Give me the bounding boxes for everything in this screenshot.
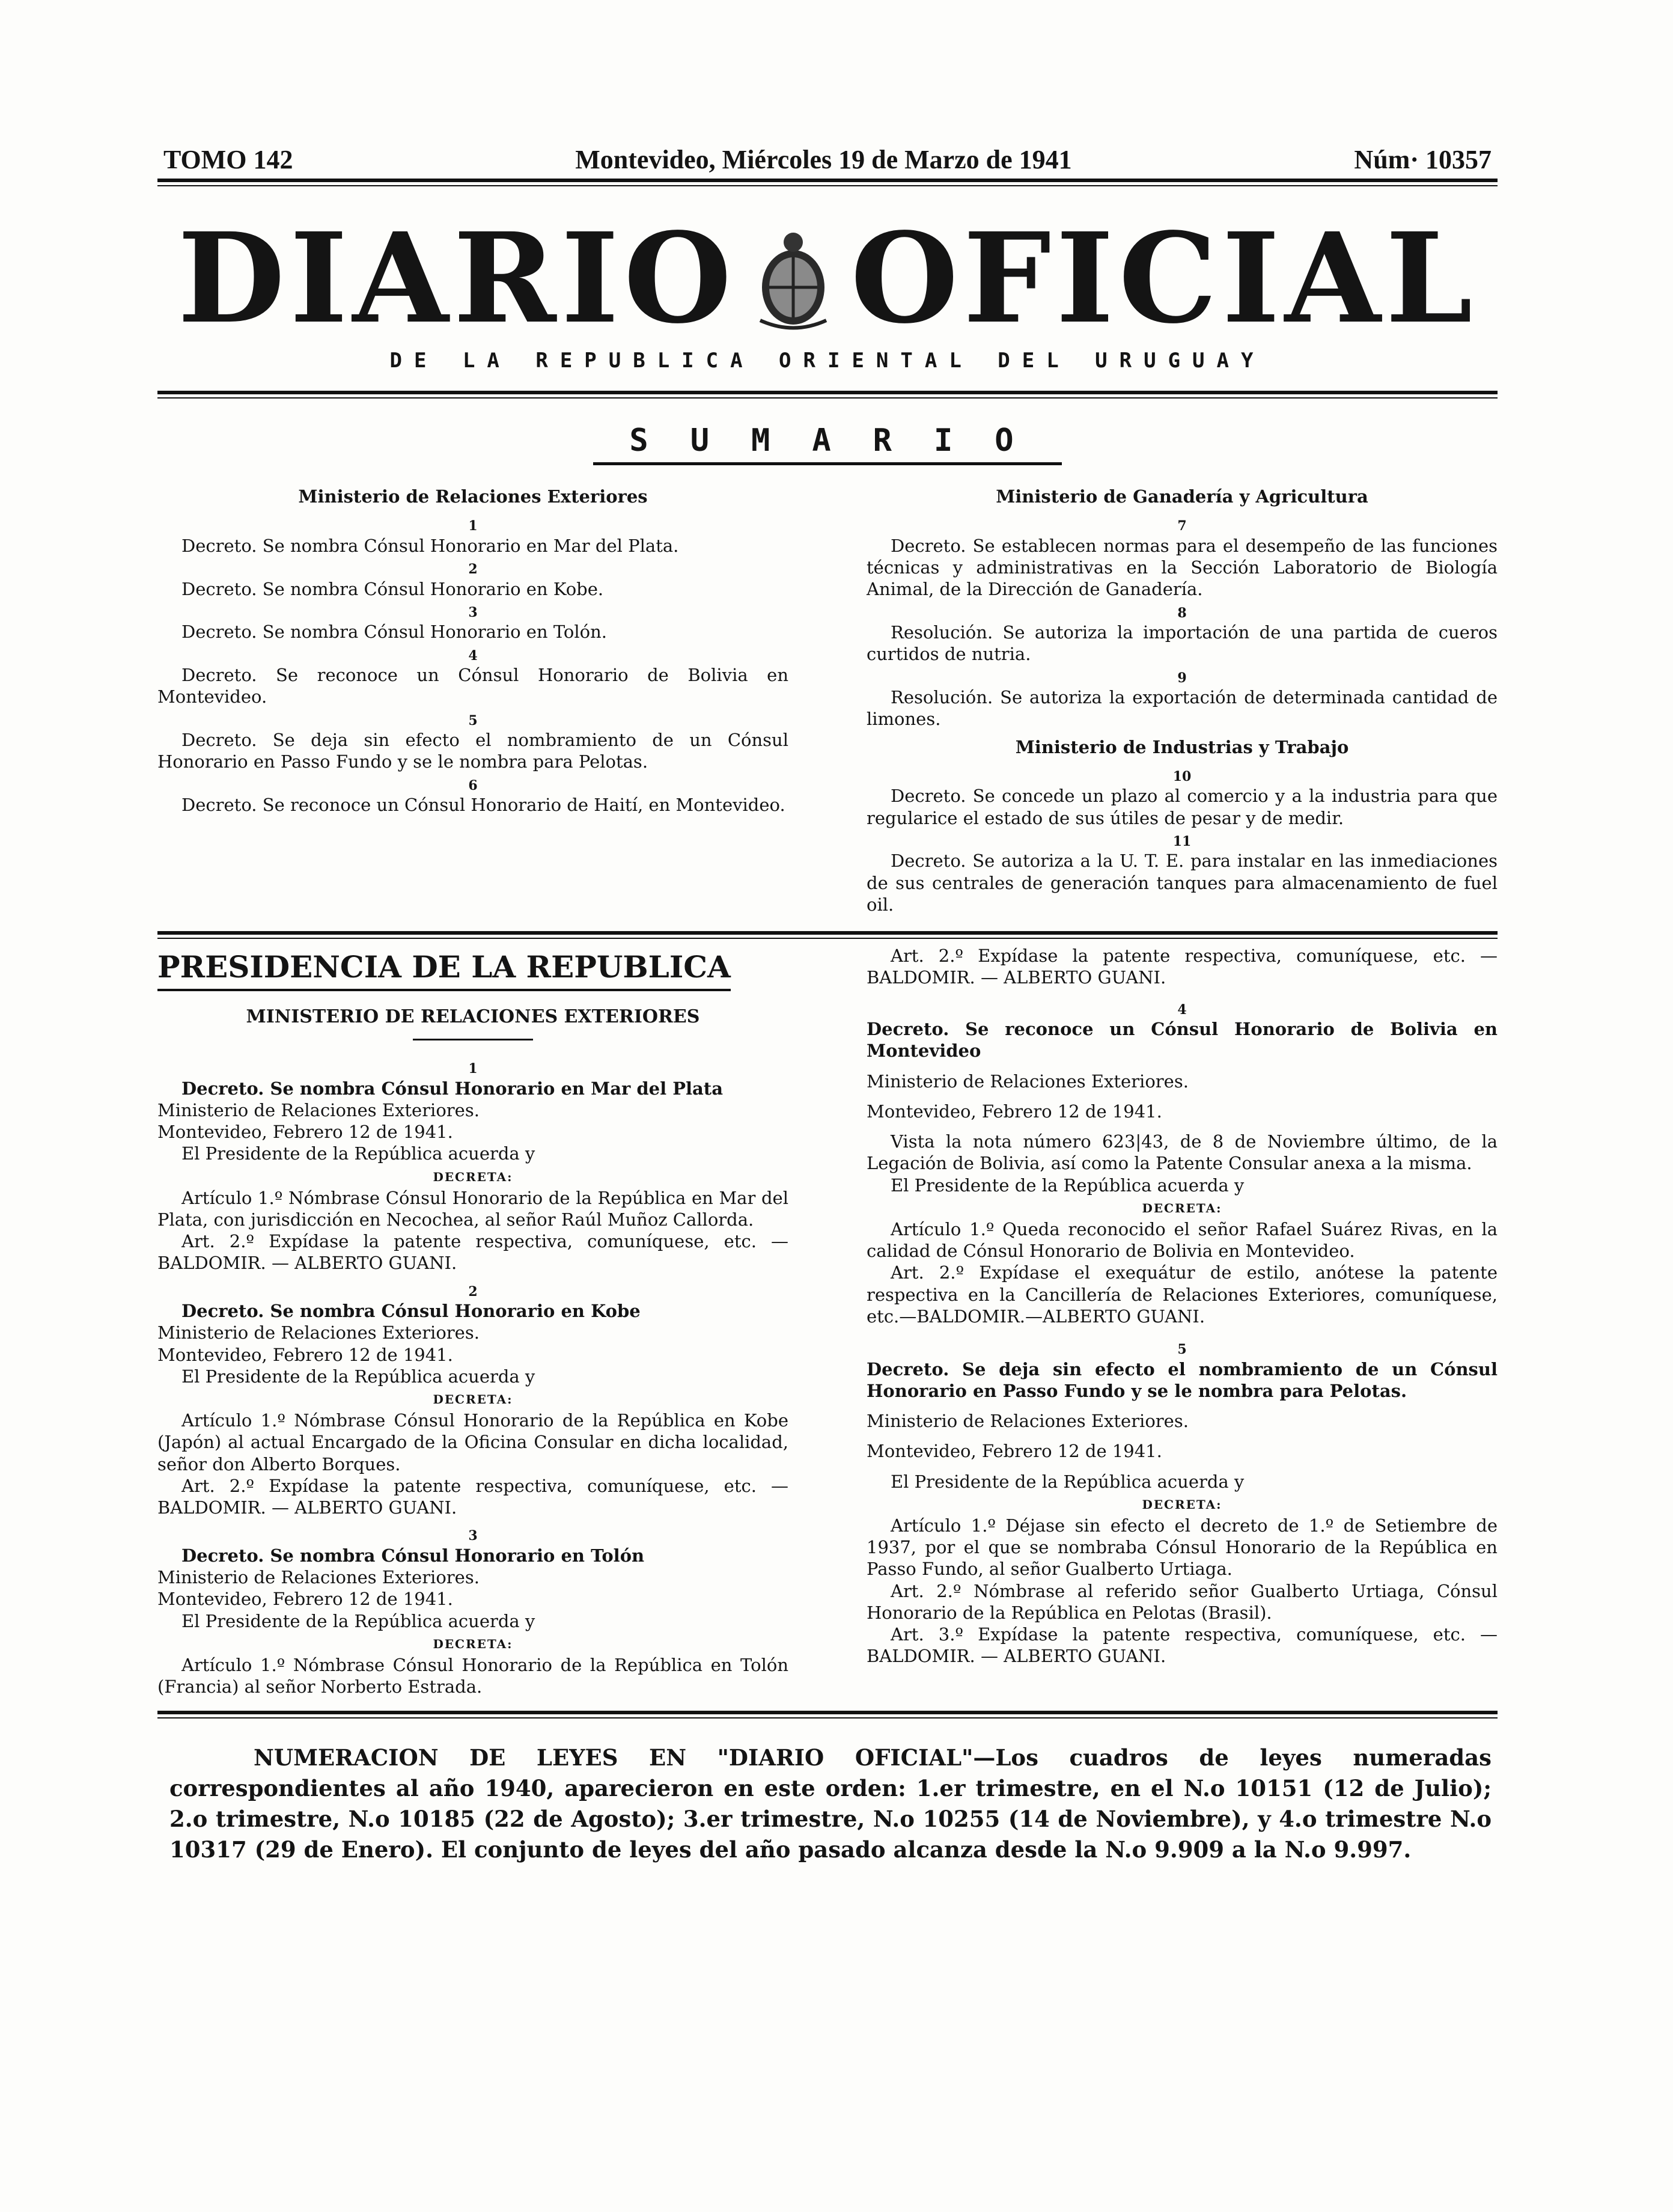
item-number: 2 [468,561,478,577]
decree-article: Artículo 1.º Nómbrase Cónsul Honorario de la República en Kobe (Japón) al actual Encargado de la Oficina Consular en dicha localidad, señor don Alberto Borques. [157,1410,788,1474]
coat-of-arms-icon [748,227,838,329]
decree-ministry: Ministerio de Relaciones Exteriores. [867,1071,1189,1092]
masthead [157,206,1498,373]
decree-title: Decreto. Se reconoce un Cónsul Honorario de Bolivia en Montevideo [867,1019,1498,1062]
decree-number: 2 [468,1283,478,1300]
sumario-right-column [867,480,1498,915]
item-number: 10 [1172,768,1192,784]
decree-preamble: El Presidente de la República acuerda y [891,1175,1245,1196]
decree-article: Art. 2.º Expídase la patente respectiva, comuníquese, etc. — BALDOMIR. — ALBERTO GUANI. [867,946,1498,988]
decree-date: Montevideo, Febrero 12 de 1941. [157,1122,453,1142]
decree-date: Montevideo, Febrero 12 de 1941. [157,1344,453,1365]
sumario-item: Decreto. Se deja sin efecto el nombramiento de un Cónsul Honorario en Passo Fundo y se le nombra para Pelotas. [157,730,788,772]
sumario-item: Decreto. Se establecen normas para el desempeño de las funciones técnicas y administrativas en la Sección Laboratorio de Biología Animal, de la Dirección de Ganadería. [867,535,1498,600]
sumario-columns [157,480,1498,915]
sumario-ministry: Ministerio de Industrias y Trabajo [1015,736,1349,757]
decree-article: Art. 2.º Expídase la patente respectiva, comuníquese, etc. — BALDOMIR. — ALBERTO GUANI. [157,1231,788,1274]
section-rule-thin [157,938,1498,939]
decree-vista: Vista la nota número 623|43, de 8 de Noviembre último, de la Legación de Bolivia, así como la Patente Consular anexa a la misma. [867,1131,1498,1174]
decree-article: Artículo 1.º Nómbrase Cónsul Honorario de la República en Mar del Plata, con jurisdicción en Necochea, al señor Raúl Muñoz Callorda. [157,1187,788,1230]
item-number: 7 [1177,518,1187,534]
item-number: 6 [468,777,478,793]
sumario-left-column [157,480,788,915]
header-line [157,144,1498,175]
sumario-ministry: Ministerio de Ganadería y Agricultura [996,486,1368,507]
decree-preamble: El Presidente de la República acuerda y [181,1366,535,1387]
decree-article: Artículo 1.º Nómbrase Cónsul Honorario de la República en Tolón (Francia) al señor Norberto Estrada. [157,1654,788,1697]
sumario-item: Decreto. Se autoriza a la U. T. E. para instalar en las inmediaciones de sus centrales de generación tanques para almacenamiento de fuel oil. [867,851,1498,915]
leyes-notice-text: NUMERACION DE LEYES EN "DIARIO OFICIAL"—Los cuadros de leyes numeradas correspondientes al año 1940, aparecieron en este orden: 1.er trimestre, en el N.o 10151 (12 de Julio); 2.o trimestre, N.o 10185 (22 de Agosto); 3.er trimestre, N.o 10255 (14 de Noviembre), y 4.o trimestre N.o 10317 (29 de Enero). El conjunto de leyes del año pasado alcanza desde la N.o 9.909 a la N.o 9.997. [169,1744,1492,1863]
decree-title: Decreto. Se nombra Cónsul Honorario en Mar del Plata [181,1078,723,1099]
item-number: 4 [468,647,478,664]
decreta-label: DECRETA: [1142,1497,1222,1512]
masthead-rule [157,391,1498,394]
decree-ministry: Ministerio de Relaciones Exteriores. [157,1099,480,1120]
decree-article: Artículo 1.º Queda reconocido el señor Rafael Suárez Rivas, en la calidad de Cónsul Honorario de Bolivia en Montevideo. [867,1218,1498,1261]
decreta-label: DECRETA: [1142,1200,1222,1215]
ministry-heading: MINISTERIO DE RELACIONES EXTERIORES [246,1006,700,1027]
item-number: 1 [468,518,478,534]
sumario-item: Decreto. Se nombra Cónsul Honorario en Kobe. [181,578,604,599]
decreta-label: DECRETA: [433,1636,513,1651]
newspaper-page [157,144,1498,1865]
sumario-item: Decreto. Se nombra Cónsul Honorario en Tolón. [181,622,608,643]
decree-article: Artículo 1.º Déjase sin efecto el decreto de 1.º de Setiembre de 1937, por el que se nombraba Cónsul Honorario de la República en Passo Fundo, al señor Gualberto Urtiaga. [867,1515,1498,1580]
presidencia-heading: PRESIDENCIA DE LA REPUBLICA [157,949,731,991]
divider [413,1039,533,1040]
leyes-notice [157,1743,1498,1865]
sumario-item: Decreto. Se reconoce un Cónsul Honorario de Haití, en Montevideo. [181,795,785,815]
issue-number: Núm· 10357 [1354,145,1492,174]
decreta-label: DECRETA: [433,1392,513,1407]
decree-preamble: El Presidente de la República acuerda y [181,1610,535,1631]
body-columns [157,945,1498,1697]
decree-preamble: El Presidente de la República acuerda y [891,1471,1245,1492]
decree-number: 4 [1177,1001,1187,1018]
sumario-item: Decreto. Se nombra Cónsul Honorario en Mar del Plata. [181,535,679,556]
tomo-label: TOMO 142 [163,145,293,174]
masthead-title [157,206,1498,351]
masthead-rule-thin [157,397,1498,399]
sumario-item: Resolución. Se autoriza la importación de una partida de cueros curtidos de nutria. [867,622,1498,665]
item-number: 11 [1172,833,1192,849]
decree-date: Montevideo, Febrero 12 de 1941. [867,1101,1162,1122]
decree-preamble: El Presidente de la República acuerda y [181,1143,535,1164]
decree-title: Decreto. Se nombra Cónsul Honorario en Tolón [181,1545,645,1566]
decree-article: Art. 2.º Expídase la patente respectiva, comuníquese, etc. — BALDOMIR. — ALBERTO GUANI. [157,1475,788,1518]
item-number: 9 [1177,670,1187,686]
footer-rule-thin [157,1717,1498,1719]
item-number: 5 [468,712,478,729]
sumario-item: Decreto. Se reconoce un Cónsul Honorario de Bolivia en Montevideo. [157,665,788,707]
header-rule-thin [157,185,1498,186]
sumario-item: Resolución. Se autoriza la exportación de determinada cantidad de limones. [867,687,1498,730]
decree-ministry: Ministerio de Relaciones Exteriores. [157,1322,480,1343]
issue-date: Montevideo, Miércoles 19 de Marzo de 1941 [575,145,1072,174]
decree-number: 5 [1177,1342,1187,1357]
sumario-heading [157,423,1498,465]
decree-ministry: Ministerio de Relaciones Exteriores. [157,1567,480,1587]
sumario-item: Decreto. Se concede un plazo al comercio y a la industria para que regularice el estado de sus útiles de pesar y de medir. [867,786,1498,828]
decree-number: 3 [468,1528,478,1544]
decree-number: 1 [468,1061,478,1077]
item-number: 3 [468,604,478,620]
masthead-title-right: OFICIAL [850,206,1478,351]
masthead-title-left: DIARIO [177,206,737,351]
section-rule [157,931,1498,935]
decree-article: Art. 3.º Expídase la patente respectiva, comuníquese, etc. — BALDOMIR. — ALBERTO GUANI. [867,1624,1498,1667]
masthead-subtitle: DE LA REPUBLICA ORIENTAL DEL URUGUAY [389,349,1266,373]
decree-article: Art. 2.º Expídase el exequátur de estilo, anótese la patente respectiva en la Cancillería de Relaciones Exteriores, comuníquese, etc.—BALDOMIR.—ALBERTO GUANI. [867,1262,1498,1327]
decree-ministry: Ministerio de Relaciones Exteriores. [867,1411,1189,1431]
sumario-ministry: Ministerio de Relaciones Exteriores [298,486,648,507]
body-right-column [867,945,1498,1697]
item-number: 8 [1177,605,1187,621]
decree-date: Montevideo, Febrero 12 de 1941. [867,1441,1162,1462]
decree-article: Art. 2.º Nómbrase al referido señor Gualberto Urtiaga, Cónsul Honorario de la República en Pelotas (Brasil). [867,1580,1498,1623]
header-rule [157,179,1498,182]
decree-date: Montevideo, Febrero 12 de 1941. [157,1589,453,1610]
decree-title: Decreto. Se deja sin efecto el nombramiento de un Cónsul Honorario en Passo Fundo y se le nombra para Pelotas. [867,1358,1498,1401]
footer-rule [157,1711,1498,1714]
decree-title: Decreto. Se nombra Cónsul Honorario en Kobe [181,1301,641,1321]
sumario-title: SUMARIO [593,423,1061,465]
decreta-label: DECRETA: [433,1169,513,1184]
body-left-column [157,945,788,1697]
